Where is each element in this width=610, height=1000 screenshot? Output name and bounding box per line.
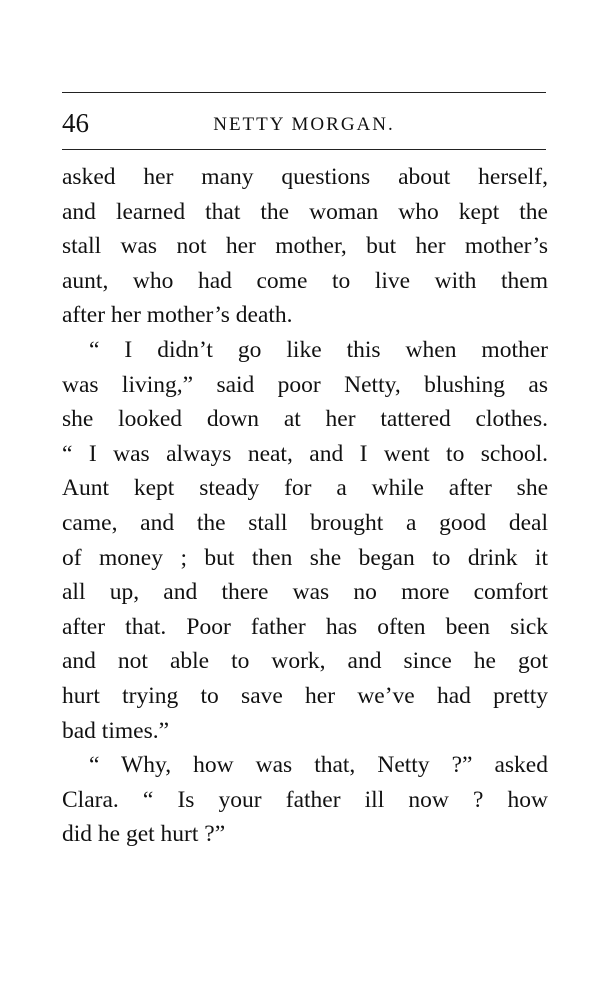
- text-line: all up, and there was no more comfort: [62, 579, 548, 606]
- text-line: after that. Poor father has often been sick: [62, 613, 548, 640]
- text-line: “ I was always neat, and I went to school.: [62, 440, 548, 467]
- text-line: of money ; but then she began to drink it: [62, 544, 548, 571]
- body-text: [62, 160, 548, 852]
- text-line: asked her many questions about herself,: [62, 164, 548, 190]
- text-line: was living,” said poor Netty, blushing as: [62, 371, 548, 398]
- text-line: “ I didn’t go like this when mother: [89, 336, 548, 363]
- header-bottom-rule: [62, 149, 546, 150]
- text-line: she looked down at her tattered clothes.: [62, 406, 548, 433]
- text-line: after her mother’s death.: [62, 302, 293, 329]
- text-line: bad times.”: [62, 717, 170, 744]
- text-line: aunt, who had come to live with them: [62, 267, 548, 294]
- page-header: [62, 105, 546, 141]
- text-line: Aunt kept steady for a while after she: [62, 475, 548, 502]
- text-line: and not able to work, and since he got: [62, 648, 548, 675]
- text-line: “ Why, how was that, Netty ?” asked: [89, 752, 548, 779]
- text-line: came, and the stall brought a good deal: [62, 509, 548, 536]
- header-top-rule: [62, 92, 546, 93]
- text-line: Clara. “ Is your father ill now ? how: [62, 786, 548, 813]
- running-title: NETTY MORGAN.: [213, 114, 395, 135]
- page-number: 46: [62, 108, 89, 138]
- text-line: hurt trying to save her we’ve had pretty: [62, 682, 548, 709]
- text-line: stall was not her mother, but her mother’s: [62, 233, 548, 260]
- text-line: and learned that the woman who kept the: [62, 198, 548, 225]
- text-line: did he get hurt ?”: [62, 821, 226, 848]
